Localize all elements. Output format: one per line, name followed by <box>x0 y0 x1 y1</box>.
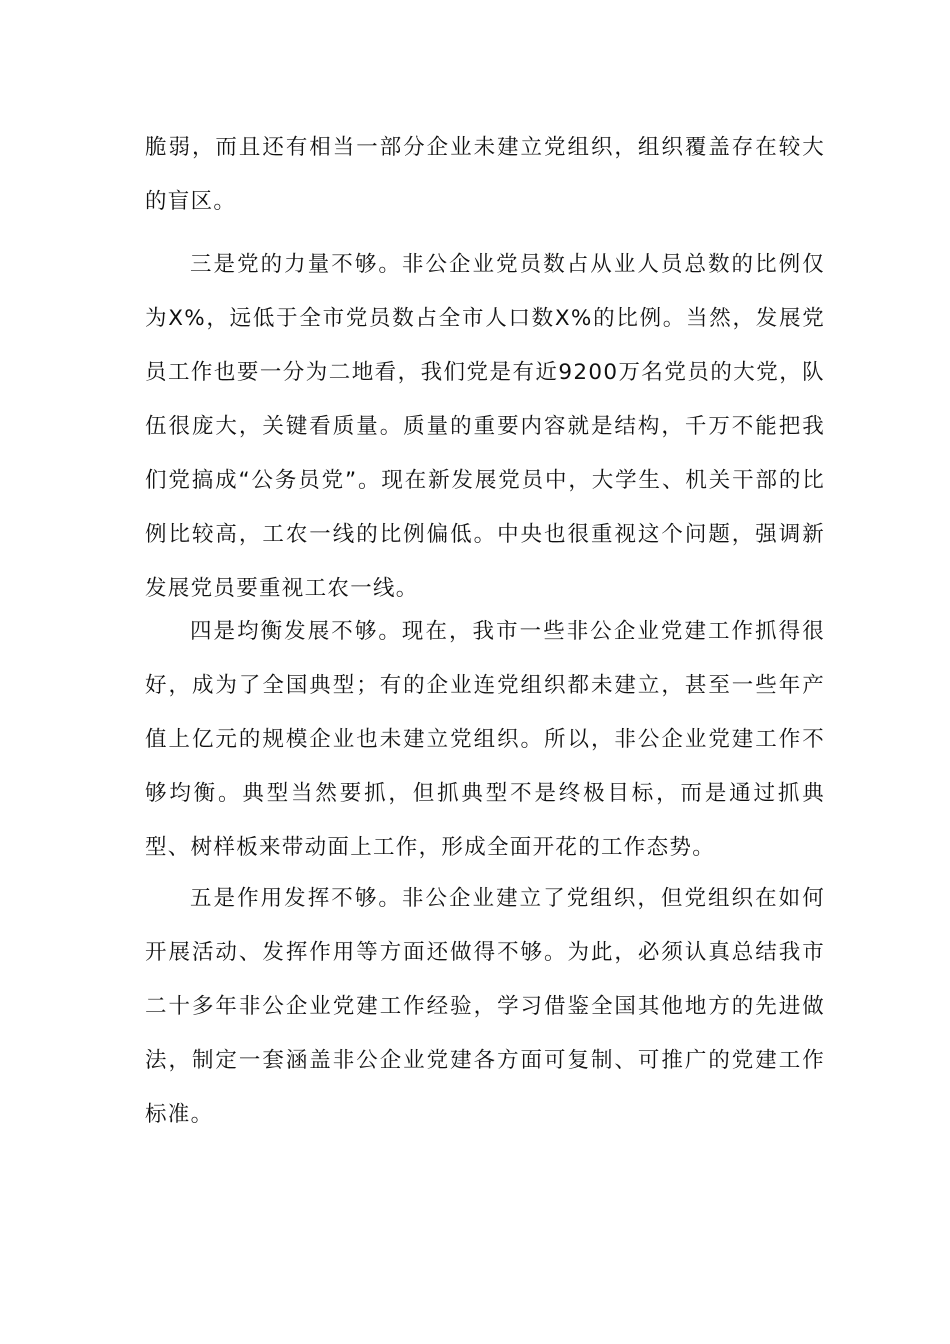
paragraph-role-play: 五是作用发挥不够。非公企业建立了党组织，但党组织在如何开展活动、发挥作用等方面还做得不够。为此，必须认真总结我市二十多年非公企业党建工作经验，学习借鉴全国其他地方的先进做法，制定一套涵盖非公企业党建各方面可复制、可推广的党建工作标准。 <box>145 886 825 1127</box>
paragraph-party-strength: 三是党的力量不够。非公企业党员数占从业人员总数的比例仅为X%，远低于全市党员数占全市人口数X%的比例。当然，发展党员工作也要一分为二地看，我们党是有近9200万名党员的大党，队伍很庞大，关键看质量。质量的重要内容就是结构，千万不能把我们党搞成“公务员党”。现在新发展党员中，大学生、机关干部的比例比较高，工农一线的比例偏低。中央也很重视这个问题，强调新发展党员要重视工农一线。 <box>145 252 825 601</box>
paragraph-balanced-development: 四是均衡发展不够。现在，我市一些非公企业党建工作抓得很好，成为了全国典型；有的企业连党组织都未建立，甚至一些年产值上亿元的规模企业也未建立党组织。所以，非公企业党建工作不够均衡。典型当然要抓，但抓典型不是终极目标，而是通过抓典型、树样板来带动面上工作，形成全面开花的工作态势。 <box>145 619 825 860</box>
paragraph-continuation: 脆弱，而且还有相当一部分企业未建立党组织，组织覆盖存在较大的盲区。 <box>145 135 825 214</box>
